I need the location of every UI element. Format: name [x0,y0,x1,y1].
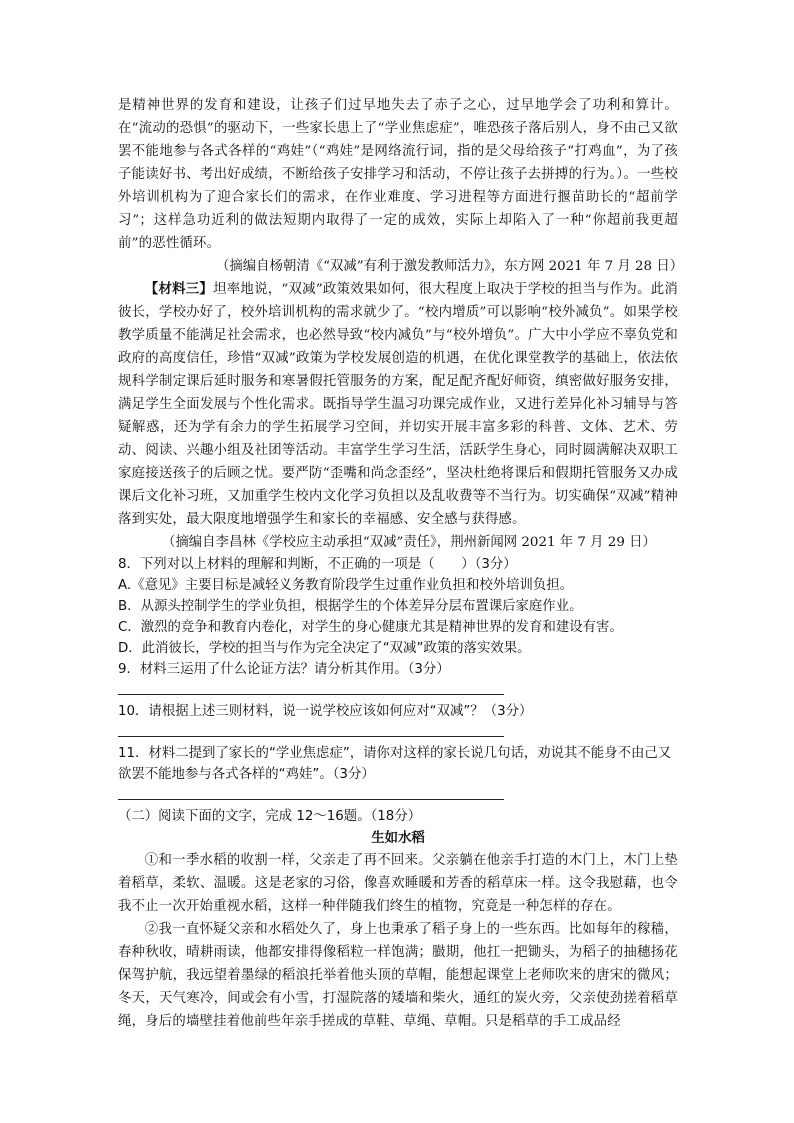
answer-line-9 [118,680,504,695]
question-8-option-d: D．此消彼长，学校的担当与作为完全决定了“双减”政策的落实效果。 [118,641,531,656]
answer-line-11 [118,785,504,800]
answer-line-10 [118,722,504,737]
question-10: 10．请根据上述三则材料，说一说学校应该如何应对“双减”？（3分） [118,704,533,719]
material3-label: 【材料三】 [144,281,214,297]
material2-source: （摘编自杨朝清《“双减”有利于激发教师活力》，东方网 2021 年 7 月 28 日） [216,259,684,274]
question-8: 8．下列对以上材料的理解和判断，不正确的一项是（ ）（3分） [118,557,517,572]
story-paragraph-2: ②我一直怀疑父亲和水稻处久了，身上也秉承了稻子身上的一些东西。比如每年的稼穑，春种秋收，晴耕雨读，他都安排得像稻粒一样饱满；臌期，他扛一把锄头，为稻子的抽穗扬花保驾护航，我远望着墨绿的稻浪托举着他头顶的草帽，能想起课堂上老师吹来的唐宋的微风；冬天，天气寒冷，间或会有小雪，打湿院落的矮墙和柴火，通红的炭火旁，父亲使劲搓着稻草绳，身后的墙壁挂着他前些年亲手搓成的草鞋、草绳、草帽。只是稻草的手工成品经 [118,922,678,1029]
document-page [118,94,684,1033]
story-title: 生如水稻 [371,830,425,846]
question-8-option-c: C．激烈的竞争和教育内卷化，对学生的身心健康尤其是精神世界的发育和建设有害。 [118,620,623,635]
question-8-option-b: B．从源头控制学生的学业负担，根据学生的个体差异分层布置课后家庭作业。 [118,599,583,614]
material3-source: （摘编自李昌林《学校应主动承担“双减”责任》，荆州新闻网 2021 年 7 月 29 日） [162,535,656,550]
material3-paragraph [118,278,678,531]
material3-text: 坦率地说，“双减”政策效果如何，很大程度上取决于学校的担当与作为。此消彼长，学校办好了，校外培训机构的需求就少了。“校内增质”可以影响“校外减负”。如果学校教学质量不能满足社会需求，也必然导致“校内减负”与“校外增负”。广大中小学应不辜负党和政府的高度信任，珍惜“双减”政策为学校发展创造的机遇，在优化课堂教学的基础上，依法依规科学制定课后延时服务和寒暑假托管服务的方案，配足配齐配好师资，缜密做好服务安排，满足学生全面发展与个性化需求。既指导学生温习功课完成作业，又进行差异化补习辅导与答疑解惑，还为学有余力的学生拓展学习空间，并切实开展丰富多彩的科普、文体、艺术、劳动、阅读、兴趣小组及社团等活动。丰富学生学习生活，活跃学生身心，同时圆满解决双职工家庭接送孩子的后顾之忧。要严防“歪嘴和尚念歪经”，坚决杜绝将课后和假期托管服务又办成课后文化补习班，又加重学生校内文化学习负担以及乱收费等不当行为。切实确保“双减”精神落到实处，最大限度地增强学生和家长的幸福感、安全感与获得感。 [118,282,678,527]
story-paragraph-1: ①和一季水稻的收割一样，父亲走了再不回来。父亲躺在他亲手打造的木门上，木门上垫着稻草，柔软、温暖。这是老家的习俗，像喜欢睡暖和芳香的稻草床一样。这令我慰藉，也令我不止一次开始重视水稻，这样一种伴随我们终生的植物，究竟是一种怎样的存在。 [118,853,678,914]
question-11: 11．材料二提到了家长的“学业焦虑症”，请你对这样的家长说几句话，劝说其不能身不由己又欲罢不能地参与各式各样的“鸡娃”。（3分） [118,746,672,782]
section-2-heading: （二）阅读下面的文字，完成 12～16题。（18分） [118,809,422,824]
question-9: 9．材料三运用了什么论证方法？请分析其作用。（3分） [118,662,450,677]
question-8-option-a: A.《意见》主要目标是减轻义务教育阶段学生过重作业负担和校外培训负担。 [118,578,574,593]
material2-tail-paragraph: 是精神世界的发育和建设，让孩子们过早地失去了赤子之心，过早地学会了功利和算计。在“流动的恐惧”的驱动下，一些家长患上了“学业焦虑症”，唯恐孩子落后别人，身不由己又欲罢不能地参与各式各样的“鸡娃”（“鸡娃”是网络流行词，指的是父母给孩子“打鸡血”，为了孩子能读好书、考出好成绩，不断给孩子安排学习和活动，不停让孩子去拼搏的行为。）。一些校外培训机构为了迎合家长们的需求，在作业难度、学习进程等方面进行揠苗助长的“超前学习”；这样急功近利的做法短期内取得了一定的成效，实际上却陷入了一种“你超前我更超前”的恶性循环。 [118,98,678,251]
